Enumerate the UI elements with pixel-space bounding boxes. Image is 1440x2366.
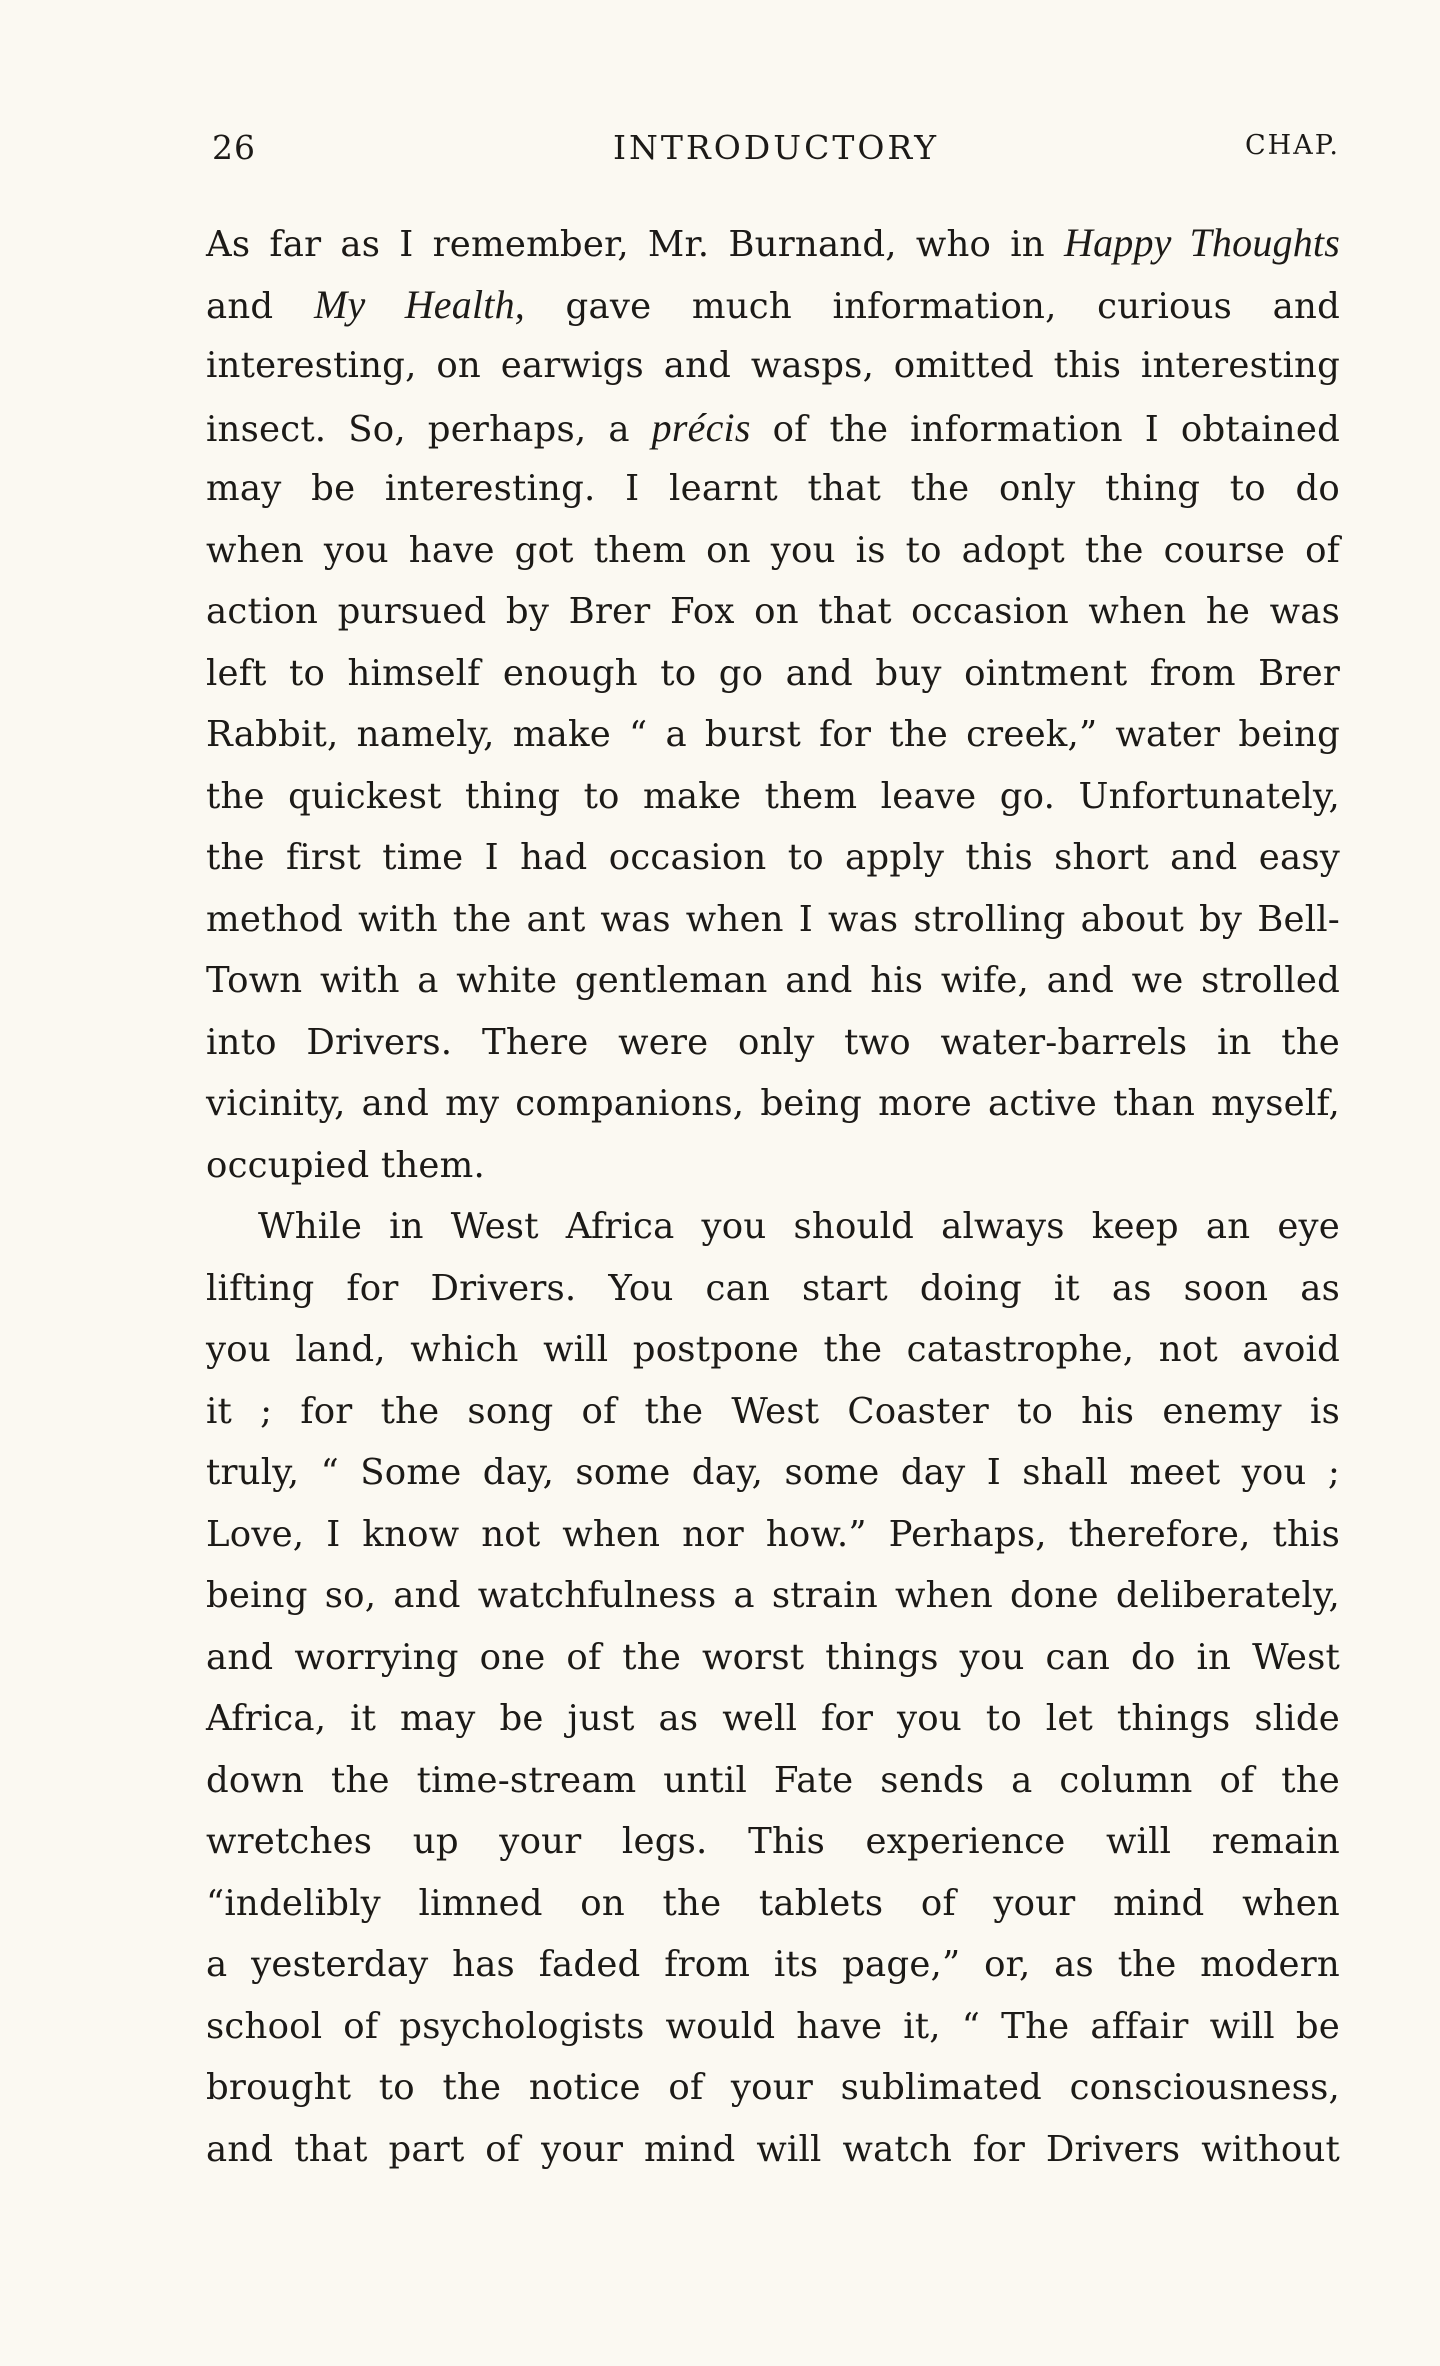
italic-title: Happy Thoughts: [1064, 220, 1341, 265]
page-number: 26: [212, 128, 256, 167]
text-line: As far as I remember, Mr. Burnand, who in Happy Thoughts: [206, 220, 1341, 265]
text-line: truly, “ Some day, some day, some day I shall meet you ;: [206, 1452, 1340, 1493]
text-line: the quickest thing to make them leave go. Unfortunately,: [206, 775, 1340, 817]
chapter-label: CHAP.: [1245, 130, 1340, 161]
text-line: Africa, it may be just as well for you to let things slide: [206, 1698, 1340, 1739]
text-line: While in West Africa you should always keep an eye: [258, 1206, 1340, 1247]
text-line: left to himself enough to go and buy ointment from Brer: [206, 652, 1340, 694]
text-line: “indelibly limned on the tablets of your mind when: [206, 1882, 1340, 1924]
text-line: school of psychologists would have it, “ The affair will be: [206, 2005, 1340, 2047]
text-line: interesting, on earwigs and wasps, omitted this interesting: [206, 345, 1340, 386]
page-header: [212, 128, 1340, 178]
text-line: vicinity, and my companions, being more active than myself,: [206, 1083, 1340, 1124]
running-head: INTRODUCTORY: [612, 128, 940, 167]
paragraph-2: [206, 1196, 1340, 2180]
text-line: occupied them.: [206, 1144, 485, 1186]
text-line: may be interesting. I learnt that the only thing to do: [206, 468, 1340, 509]
text-line: the first time I had occasion to apply this short and easy: [206, 837, 1340, 878]
text-line: insect. So, perhaps, a précis of the information I obtained: [206, 404, 1340, 450]
text-line: it ; for the song of the West Coaster to his enemy is: [206, 1390, 1340, 1432]
text-line: method with the ant was when I was strolling about by Bell-: [206, 898, 1340, 940]
text-line: when you have got them on you is to adopt the course of: [206, 529, 1340, 571]
italic-title: My Health,: [313, 281, 525, 327]
italic-word: précis: [651, 404, 751, 450]
text-line: down the time-stream until Fate sends a column of the: [206, 1759, 1340, 1801]
paragraph-1: [206, 212, 1340, 1196]
text-line: lifting for Drivers. You can start doing it as soon as: [206, 1267, 1340, 1309]
text-line: being so, and watchfulness a strain when done deliberately,: [206, 1575, 1340, 1616]
text-line: Town with a white gentleman and his wife, and we strolled: [206, 960, 1340, 1001]
body-text: [206, 212, 1340, 2180]
text-line: into Drivers. There were only two water-barrels in the: [206, 1021, 1340, 1063]
text-line: and that part of your mind will watch for Drivers without: [206, 2128, 1340, 2170]
text-line: brought to the notice of your sublimated consciousness,: [206, 2067, 1340, 2108]
text-line: Rabbit, namely, make “ a burst for the creek,” water being: [206, 714, 1340, 755]
text-line: Love, I know not when nor how.” Perhaps, therefore, this: [206, 1513, 1340, 1555]
text-line: wretches up your legs. This experience will remain: [206, 1821, 1340, 1862]
text-line: and My Health, gave much information, curious and: [206, 281, 1340, 327]
text-line: you land, which will postpone the catastrophe, not avoid: [206, 1329, 1340, 1370]
text-line: and worrying one of the worst things you can do in West: [206, 1636, 1340, 1678]
text-line: a yesterday has faded from its page,” or, as the modern: [206, 1944, 1340, 1985]
text-line: action pursued by Brer Fox on that occasion when he was: [206, 591, 1340, 632]
